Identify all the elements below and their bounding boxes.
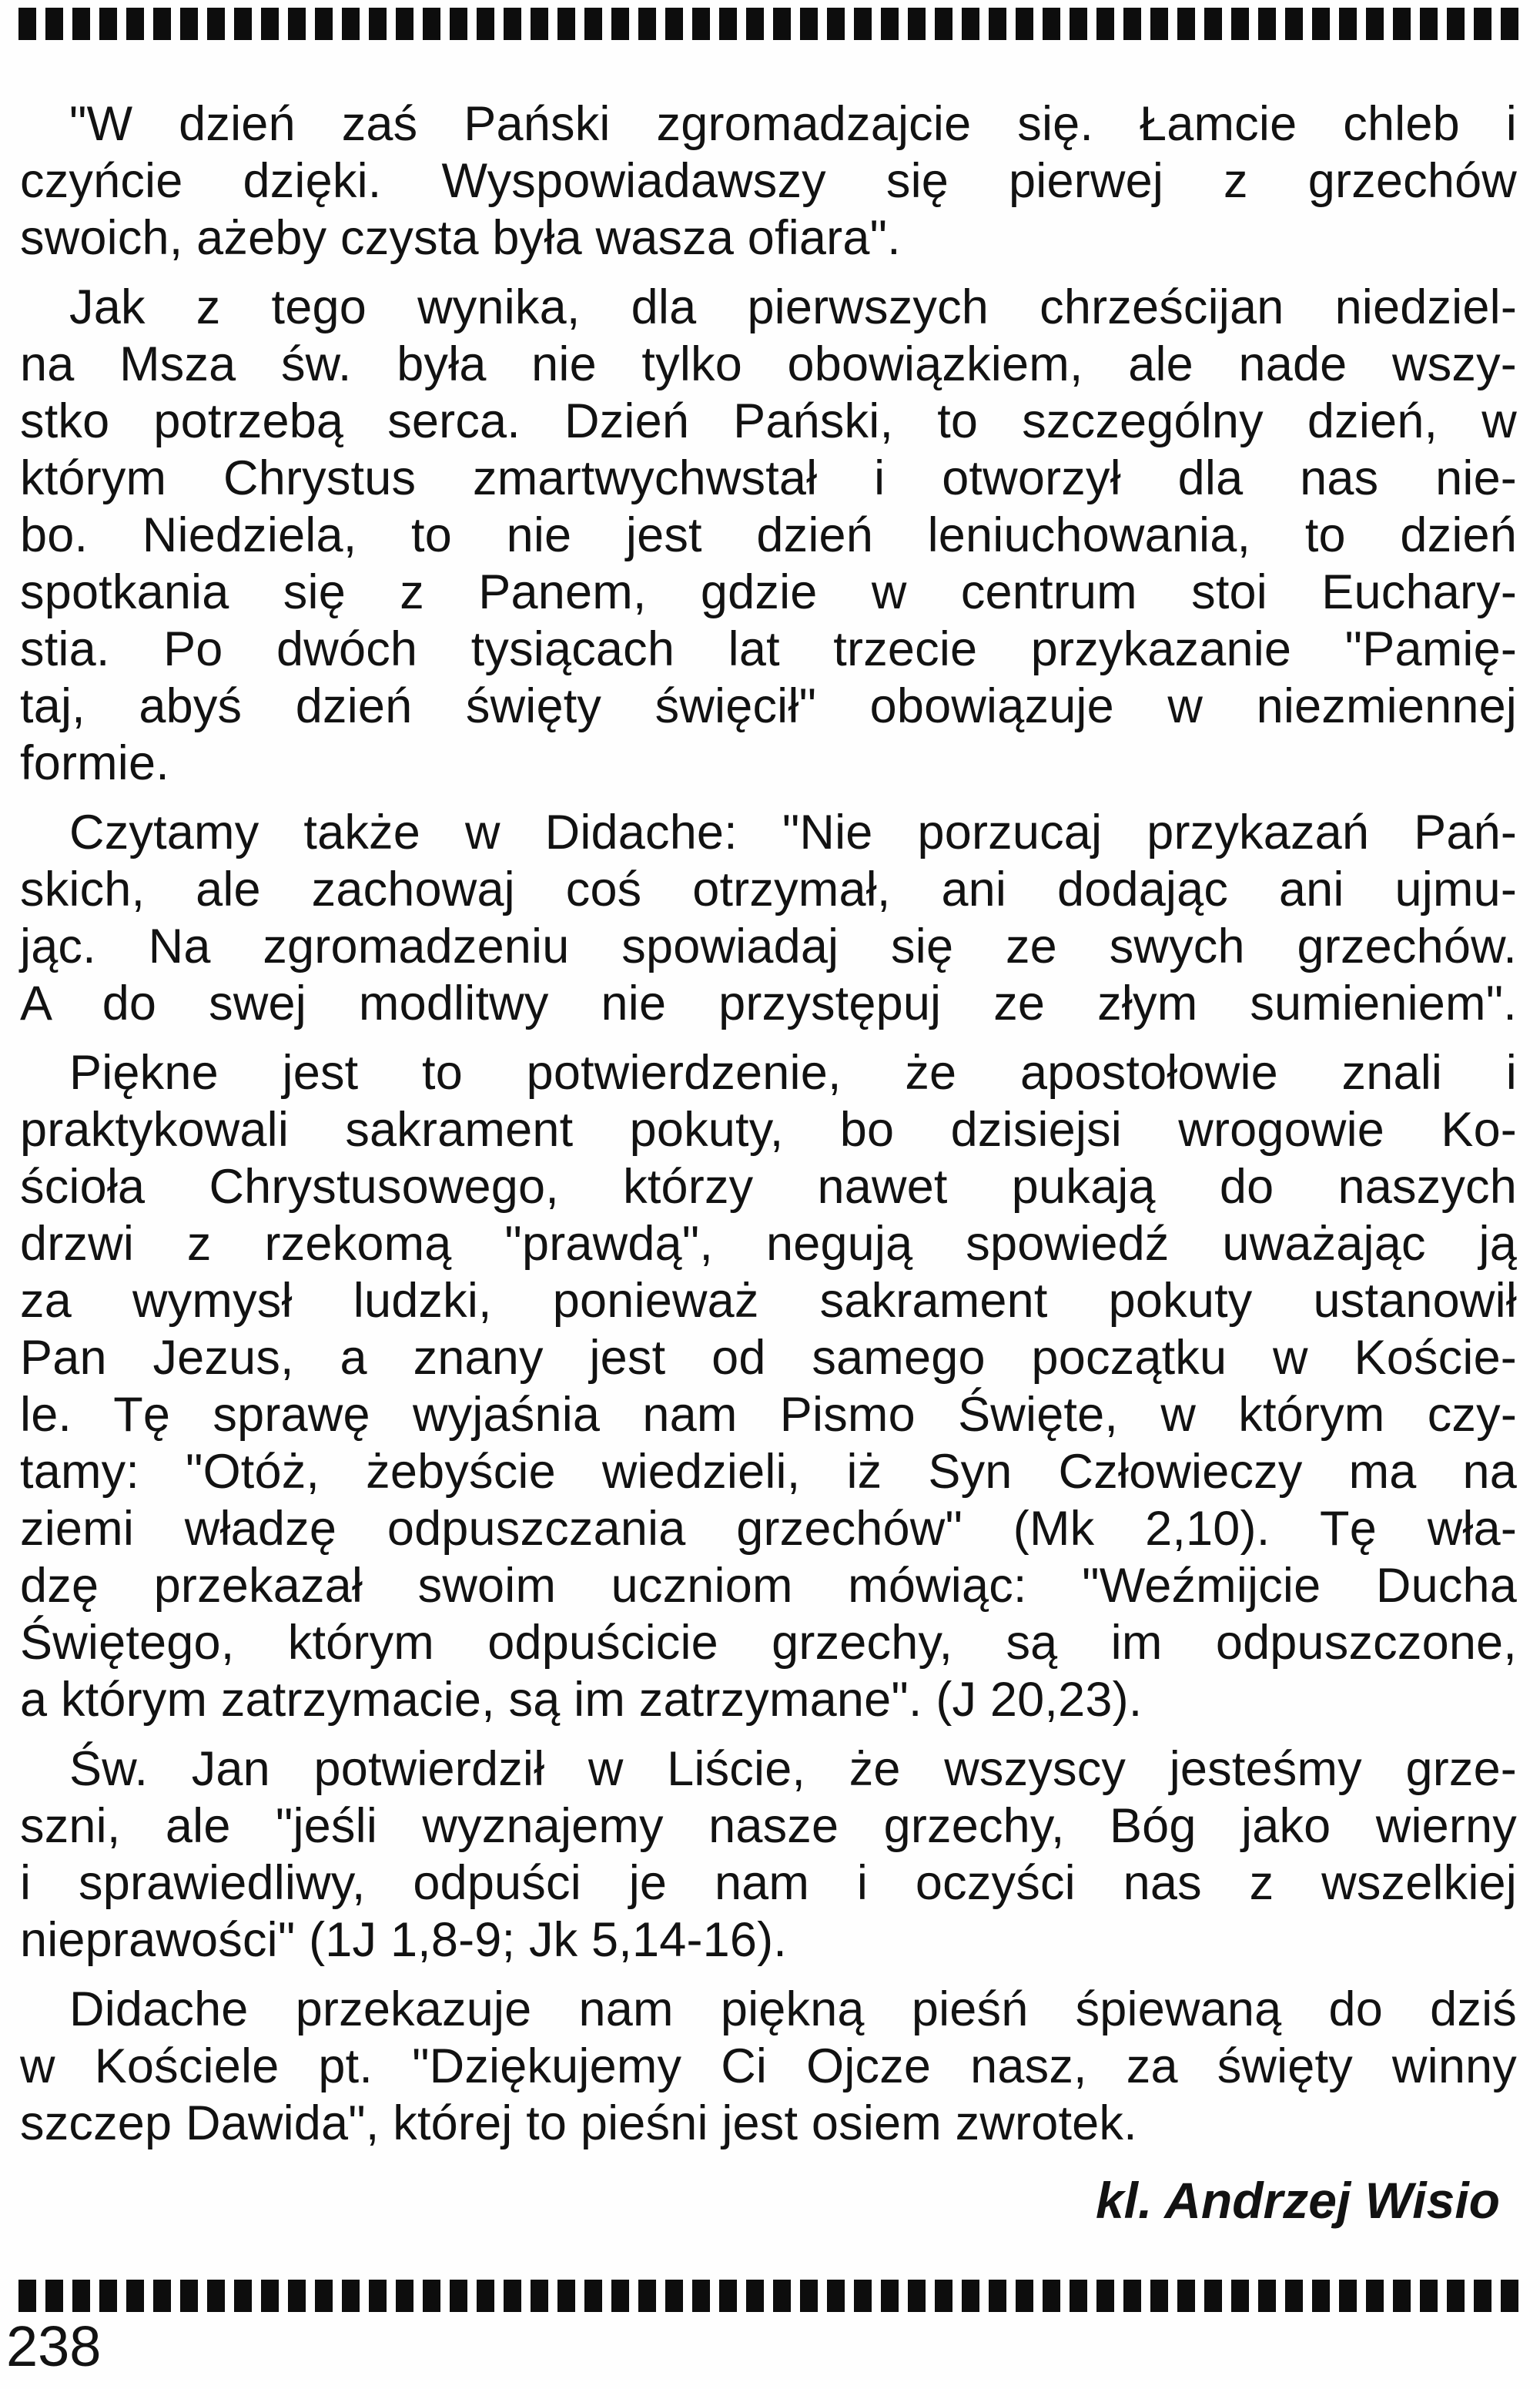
scanned-document-page — [0, 8, 1540, 2389]
text-line: spotkania się z Panem, gdzie w centrum stoi Euchary- — [20, 565, 1517, 619]
text-line: na Msza św. była nie tylko obowiązkiem, ale nade wszy- — [20, 337, 1517, 391]
text-line: jąc. Na zgromadzeniu spowiadaj się ze swych grzechów. — [20, 920, 1517, 973]
text-line: Św. Jan potwierdził w Liście, że wszyscy jesteśmy grze- — [69, 1742, 1517, 1796]
paragraph-2 — [20, 279, 1517, 792]
text-line: "W dzień zaś Pański zgromadzajcie się. Łamcie chleb i — [69, 97, 1517, 151]
text-line: skich, ale zachowaj coś otrzymał, ani dodając ani ujmu- — [20, 863, 1517, 916]
text-line: czyńcie dzięki. Wyspowiadawszy się pierwej z grzechów — [20, 154, 1517, 208]
text-line: w Kościele pt. "Dziękujemy Ci Ojcze nasz, za święty winny — [20, 2039, 1517, 2093]
paragraph-1 — [20, 95, 1517, 266]
text-line: a którym zatrzymacie, są im zatrzymane". (J 20,23). — [20, 1673, 1143, 1727]
text-line: którym Chrystus zmartwychwstał i otworzył dla nas nie- — [20, 451, 1517, 505]
text-line: ziemi władzę odpuszczania grzechów" (Mk 2,10). Tę wła- — [20, 1502, 1517, 1556]
text-line: dzę przekazał swoim uczniom mówiąc: "Weźmijcie Ducha — [20, 1559, 1517, 1613]
text-line: A do swej modlitwy nie przystępuj ze złym sumieniem". — [20, 977, 1517, 1030]
text-line: stia. Po dwóch tysiącach lat trzecie przykazanie "Pamię- — [20, 622, 1517, 676]
text-line: ścioła Chrystusowego, którzy nawet pukają do naszych — [20, 1160, 1517, 1214]
text-line: Czytamy także w Didache: "Nie porzucaj przykazań Pań- — [69, 806, 1517, 859]
page-number: 238 — [6, 2314, 102, 2378]
text-line: szni, ale "jeśli wyznajemy nasze grzechy, Bóg jako wierny — [20, 1799, 1517, 1853]
text-line: formie. — [20, 736, 169, 790]
text-line: Didache przekazuje nam piękną pieśń śpiewaną do dziś — [69, 1982, 1517, 2036]
text-line: szczep Dawida", której to pieśni jest osiem zwrotek. — [20, 2096, 1137, 2150]
text-line: stko potrzebą serca. Dzień Pański, to szczególny dzień, w — [20, 394, 1517, 448]
text-line: taj, abyś dzień święty święcił" obowiązuje w niezmiennej — [20, 679, 1517, 733]
text-line: bo. Niedziela, to nie jest dzień leniuchowania, to dzień — [20, 508, 1517, 562]
top-dashed-rule — [18, 8, 1523, 40]
article-body — [20, 95, 1517, 2152]
text-line: Piękne jest to potwierdzenie, że apostołowie znali i — [69, 1046, 1517, 1100]
text-line: nieprawości" (1J 1,8-9; Jk 5,14-16). — [20, 1913, 788, 1967]
text-line: za wymysł ludzki, ponieważ sakrament pokuty ustanowił — [20, 1274, 1517, 1328]
bottom-dashed-rule — [18, 2280, 1523, 2312]
text-line: tamy: "Otóż, żebyście wiedzieli, iż Syn Człowieczy ma na — [20, 1445, 1517, 1499]
paragraph-5 — [20, 1741, 1517, 1968]
text-line: Świętego, którym odpuścicie grzechy, są im odpuszczone, — [20, 1616, 1517, 1670]
text-line: le. Tę sprawę wyjaśnia nam Pismo Święte, w którym czy- — [20, 1388, 1517, 1442]
text-line: Pan Jezus, a znany jest od samego początku w Koście- — [20, 1331, 1517, 1385]
paragraph-3 — [20, 804, 1517, 1032]
text-line: praktykowali sakrament pokuty, bo dzisiejsi wrogowie Ko- — [20, 1103, 1517, 1157]
text-line: i sprawiedliwy, odpuści je nam i oczyści nas z wszelkiej — [20, 1856, 1517, 1910]
text-line: swoich, ażeby czysta była wasza ofiara". — [20, 211, 901, 265]
paragraph-4 — [20, 1044, 1517, 1728]
paragraph-6 — [20, 1981, 1517, 2152]
text-line: drzwi z rzekomą "prawdą", negują spowiedź uważając ją — [20, 1217, 1517, 1271]
text-line: Jak z tego wynika, dla pierwszych chrześcijan niedziel- — [69, 280, 1517, 334]
author-signature: kl. Andrzej Wisio — [1095, 2172, 1500, 2229]
